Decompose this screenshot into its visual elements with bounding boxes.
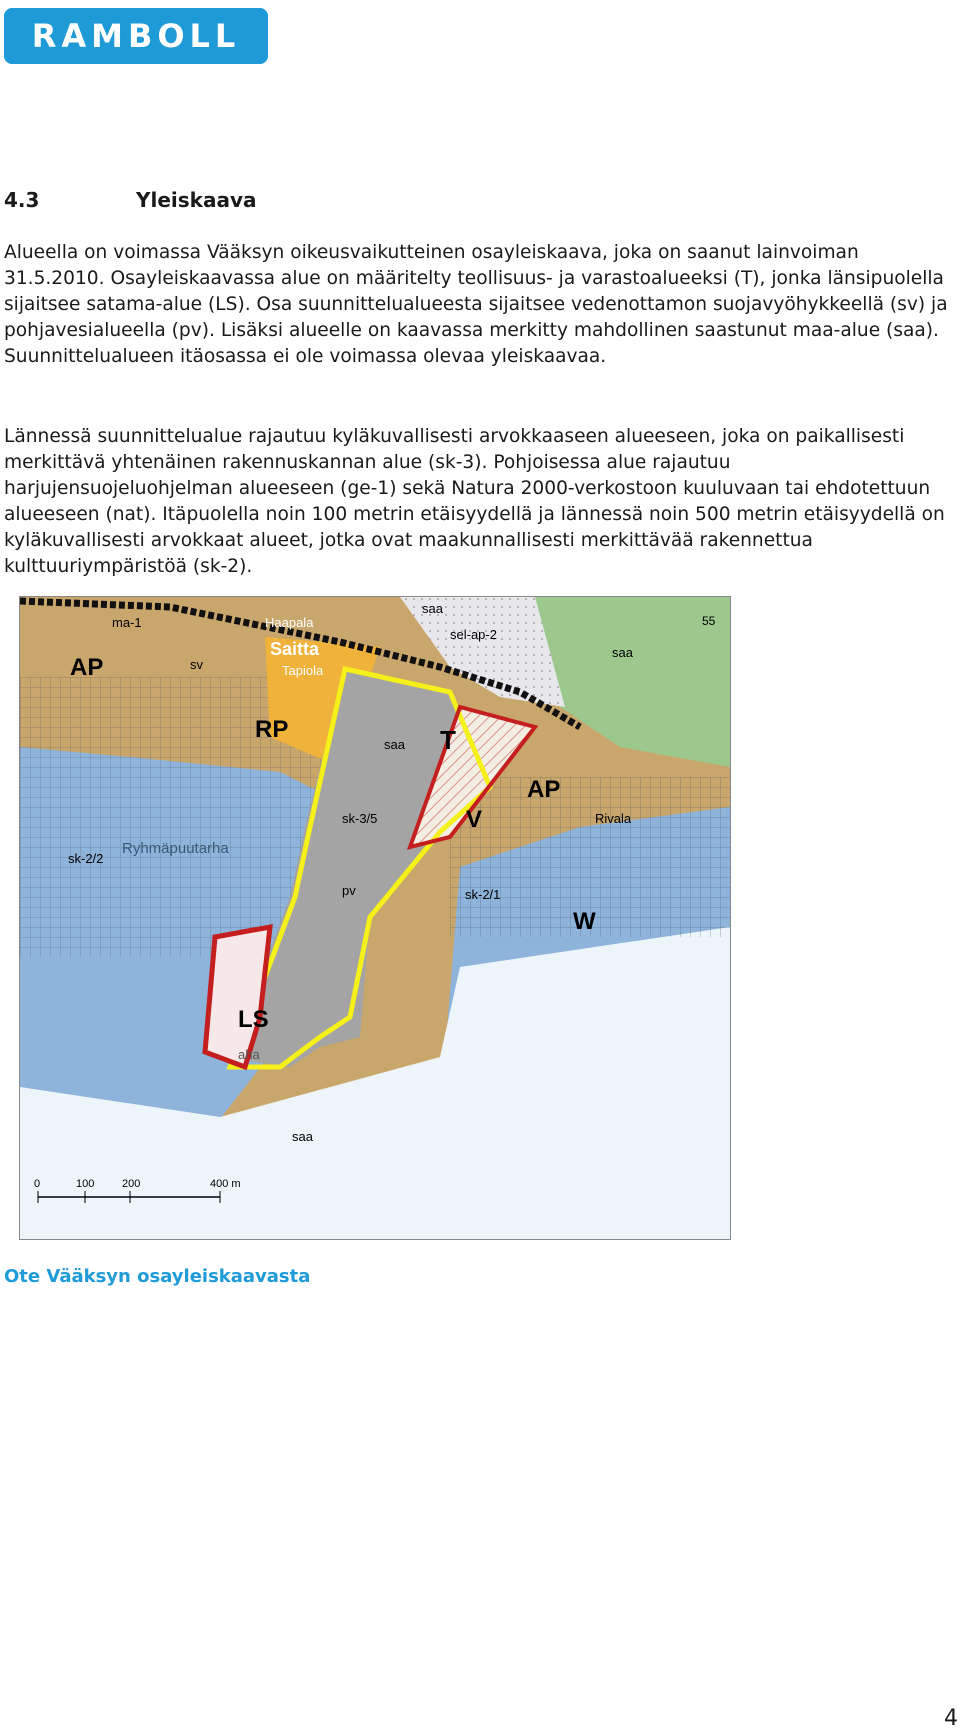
label-ls: LS <box>238 1006 269 1033</box>
label-aha: aha <box>238 1047 260 1062</box>
label-sel-ap: sel-ap-2 <box>450 627 497 642</box>
ramboll-logo <box>4 8 268 64</box>
scale-0: 0 <box>34 1178 41 1190</box>
scale-100: 100 <box>76 1178 95 1190</box>
label-saa-mid: saa <box>384 737 405 752</box>
label-rivala: Rivala <box>595 811 632 826</box>
section-number: 4.3 <box>4 188 40 212</box>
scale-200: 200 <box>122 1178 141 1190</box>
paragraph-1: Alueella on voimassa Vääksyn oikeusvaikutteinen osayleiskaava, joka on saanut lainvoiman 31.5.2010. Osayleiskaavassa alue on määritelty teollisuus- ja varastoalueeksi (T), jonka länsipuolella sijaitsee satama-alue (LS). Osa suunnittelualueesta sijaitsee vedenottamon suojavyöhykkeellä (sv) ja pohjavesialueella (pv). Lisäksi alueelle on kaavassa merkitty mahdollinen saastunut maa-alue (saa). Suunnittelualueen itäosassa ei ole voimassa olevaa yleiskaavaa. <box>4 242 948 367</box>
label-ryhmapuutarha: Ryhmäpuutarha <box>122 840 229 857</box>
label-pv: pv <box>342 883 356 898</box>
label-ma1: ma-1 <box>112 615 142 630</box>
label-ap-west: AP <box>70 654 104 681</box>
paragraph-2: Lännessä suunnittelualue rajautuu kyläkuvallisesti arvokkaaseen alueeseen, joka on paikallisesti merkittävä yhtenäinen rakennuskannan alue (sk-3). Pohjoisessa alue rajautuu harjujensuojeluohjelman alueeseen (ge-1) sekä Natura 2000-verkostoon kuuluvaan tai ehdotettuun alueeseen (nat). Itäpuolella noin 100 metrin etäisyydellä ja lännessä noin 500 metrin etäisyydellä on kyläkuvallisesti arvokkaat alueet, jotka ovat maakunnallisesti merkittävää rakennettua kulttuuriympäristöä (sk-2). <box>4 426 945 577</box>
label-haapala: Haapala <box>265 615 314 630</box>
map-caption: Ote Vääksyn osayleiskaavasta <box>4 1266 311 1287</box>
label-sv: sv <box>190 657 203 672</box>
label-sk21: sk-2/1 <box>465 887 501 902</box>
label-saa-ne: saa <box>612 645 633 660</box>
page-number: 4 <box>944 1706 958 1731</box>
label-rp: RP <box>255 716 289 743</box>
scale-400: 400 m <box>210 1178 241 1190</box>
label-saa-bottom: saa <box>292 1129 313 1144</box>
label-saitta: Saitta <box>270 639 320 659</box>
general-plan-map <box>19 596 731 1240</box>
label-sk35: sk-3/5 <box>342 811 378 826</box>
label-sk22: sk-2/2 <box>68 851 104 866</box>
label-tapiola: Tapiola <box>282 663 324 678</box>
label-ap-east: AP <box>527 776 561 803</box>
label-w: W <box>573 908 596 935</box>
section-heading <box>4 188 257 212</box>
label-saa-top: saa <box>422 601 443 616</box>
label-t: T <box>440 725 456 755</box>
label-55: 55 <box>702 614 716 628</box>
section-title: Yleiskaava <box>136 188 257 212</box>
logo-text: RAMBOLL <box>31 17 241 55</box>
label-v: V <box>466 806 483 833</box>
